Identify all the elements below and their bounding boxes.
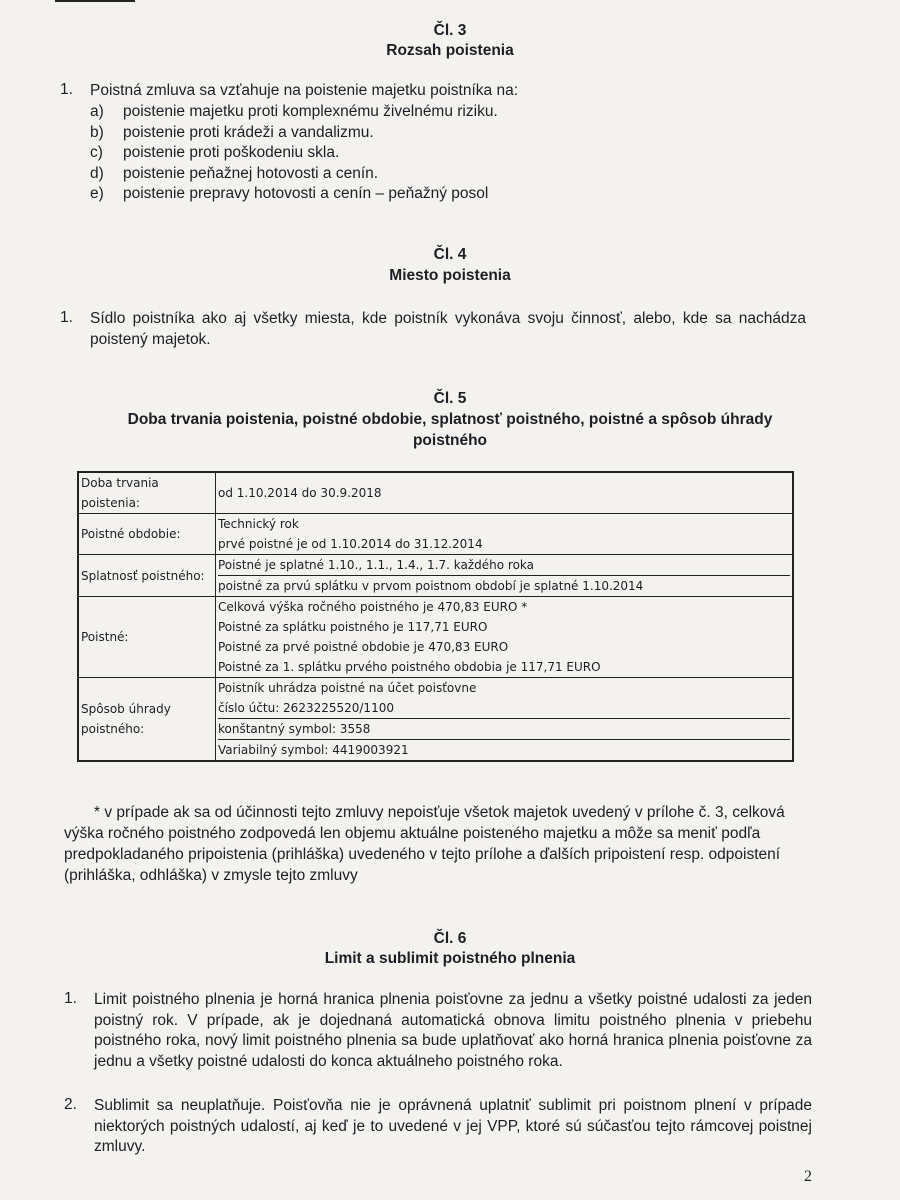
table-value: Poistné je splatné 1.10., 1.1., 1.4., 1.7. každého roka poistné za prvú splátku v prvom poistnom období je splatné 1.10.2014 (216, 555, 794, 597)
table-label: Poistné: (78, 597, 216, 678)
table-row (78, 555, 793, 597)
article-4-number: Čl. 4 (433, 246, 467, 263)
article-6-item-2-number: 2. (64, 1096, 77, 1113)
article-6-title: Limit a sublimit poistného plnenia (324, 950, 576, 967)
table-row (78, 597, 793, 678)
article-5-title-line-2: poistného (412, 432, 488, 449)
table-row (78, 678, 793, 762)
table-row (78, 472, 793, 514)
article-6-item-2-text: Sublimit sa neuplatňuje. Poisťovňa nie je oprávnená uplatniť sublimit pri poistnom plnení v prípade niektorých poistných udalostí, aj keď je to uvedené v jej VPP, ktoré sú súčasťou tejto rámcovej poistnej zmluvy. (94, 1097, 812, 1155)
table-label: Doba trvania poistenia: (78, 472, 216, 514)
table-label: Splatnosť poistného: (78, 555, 216, 597)
table-value: Poistník uhrádza poistné na účet poisťovne číslo účtu: 2623225520/1100 konštantný symbol: 3558 Variabilný symbol: 4419003921 (216, 678, 794, 762)
article-4-text: Sídlo poistníka ako aj všetky miesta, kde poistník vykonáva svoju činnosť, alebo, kde sa nachádza poistený majetok. (90, 310, 806, 348)
article-3-number: Čl. 3 (433, 22, 467, 39)
list-item: e) poistenie prepravy hotovosti a cenín – peňažný posol (90, 185, 489, 202)
article-3-list (90, 102, 790, 205)
payment-table (77, 471, 794, 762)
article-6-item-1-text: Limit poistného plnenia je horná hranica plnenia poisťovne za jednu a všetky poistné udalosti za jeden poistný rok. V prípade, ak je dojednaná automatická obnova limitu poistného plnenia v priebehu poistného roka, nový limit poistného plnenia sa bude uplatňovať ako horná hranica plnenia poisťovne za jednu a všetky poistné udalosti do konca aktuálneho poistného roka. (94, 991, 812, 1070)
article-4-title: Miesto poistenia (389, 267, 511, 284)
list-item: c) poistenie proti poškodeniu skla. (90, 144, 340, 161)
list-item: b) poistenie proti krádeži a vandalizmu. (90, 123, 374, 141)
list-item: a) poistenie majetku proti komplexnému živelnému riziku. (90, 103, 498, 120)
article-3-item-number: 1. (60, 81, 73, 98)
table-label: Spôsob úhrady poistného: (78, 678, 216, 762)
article-6-item-1-number: 1. (64, 990, 77, 1007)
article-4-item-number: 1. (60, 309, 73, 326)
page-number: 2 (804, 1168, 812, 1185)
table-row (78, 514, 793, 555)
article-6-number: Čl. 6 (433, 930, 467, 947)
article-3-intro: Poistná zmluva sa vzťahuje na poistenie majetku poistníka na: (90, 82, 518, 99)
table-value: Technický rok prvé poistné je od 1.10.2014 do 31.12.2014 (216, 514, 794, 555)
table-label: Poistné obdobie: (78, 514, 216, 555)
article-3-title: Rozsah poistenia (386, 42, 514, 59)
article-5-number: Čl. 5 (433, 390, 467, 407)
article-5-note: * v prípade ak sa od účinnosti tejto zmluvy nepoisťuje všetok majetok uvedený v prílohe č. 3, celková výška ročného poistného zodpovedá len objemu aktuálne poisteného majetku a môže sa meniť podľa predpokladaného pripoistenia (prihláška) uvedeného v tejto prílohe a ďalších pripoistení resp. odpoistení (prihláška, odhláška) v zmysle tejto zmluvy (64, 804, 785, 884)
article-5-title-line-1: Doba trvania poistenia, poistné obdobie, splatnosť poistného, poistné a spôsob úhrady (127, 411, 773, 428)
table-value: od 1.10.2014 do 30.9.2018 (216, 472, 794, 514)
top-edge-line (55, 0, 135, 2)
table-value: Celková výška ročného poistného je 470,83 EURO * Poistné za splátku poistného je 117,71 EURO Poistné za prvé poistné obdobie je 470,83 EURO Poistné za 1. splátku prvého poistného obdobia je 117,71 EURO (216, 597, 794, 678)
list-item: d) poistenie peňažnej hotovosti a cenín. (90, 164, 379, 182)
